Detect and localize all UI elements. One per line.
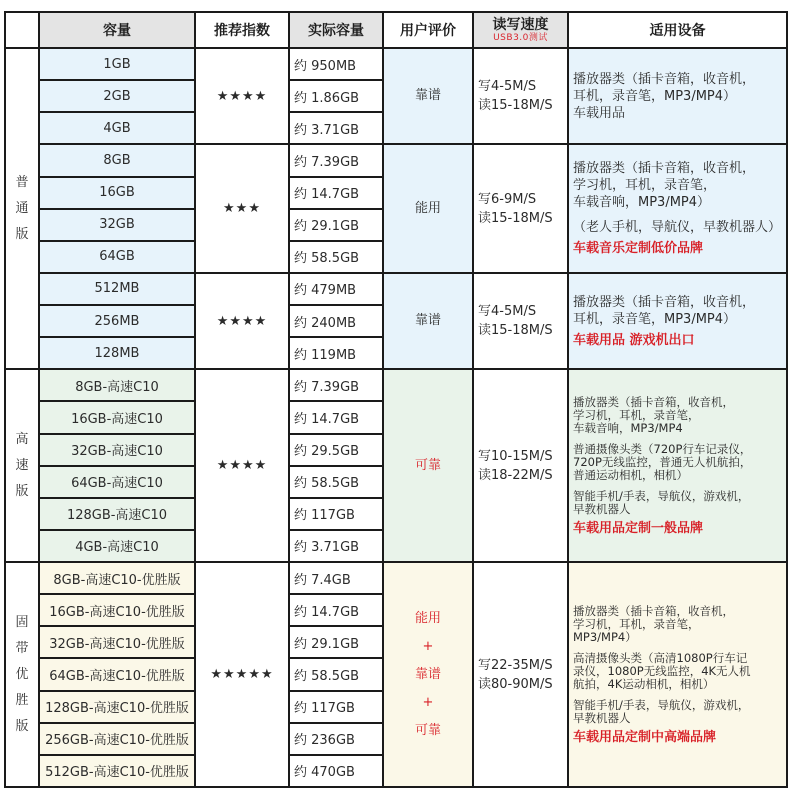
device-group — [573, 699, 782, 725]
user-review — [383, 369, 473, 562]
review-text: 能用 — [414, 200, 441, 216]
review-text: 可靠 — [414, 457, 441, 473]
speed-line: 写22-35M/S — [478, 657, 553, 673]
capacity-cell: 512MB — [39, 273, 195, 305]
capacity-cell: 16GB-高速C10-优胜版 — [39, 594, 195, 626]
speed-cell — [473, 48, 568, 144]
header-speed-label: 读写速度 — [492, 17, 549, 33]
speed-line: 写6-9M/S — [478, 191, 537, 207]
rating-stars: ★★★ — [195, 144, 289, 273]
header-corner — [5, 12, 39, 48]
device-extra-line: （老人手机，导航仪，早教机器人） — [573, 220, 782, 236]
user-review — [383, 144, 473, 273]
actual-capacity-cell: 约 1.86GB — [289, 80, 383, 112]
category-char: 版 — [15, 718, 29, 734]
device-line: 耳机，录音笔，MP3/MP4） — [573, 88, 737, 104]
devices-cell — [568, 48, 787, 144]
capacity-cell: 32GB-高速C10-优胜版 — [39, 626, 195, 658]
actual-capacity-cell: 约 7.39GB — [289, 144, 383, 176]
actual-capacity-cell: 约 29.1GB — [289, 209, 383, 241]
capacity-cell: 4GB-高速C10 — [39, 530, 195, 562]
category-char: 速 — [15, 457, 29, 473]
actual-capacity-cell: 约 236GB — [289, 723, 383, 755]
table-row — [5, 273, 787, 305]
actual-capacity-cell: 约 58.5GB — [289, 466, 383, 498]
device-group — [573, 490, 782, 516]
actual-capacity-cell: 约 117GB — [289, 498, 383, 530]
user-review — [383, 273, 473, 369]
brand-note: 车载用品定制一般品牌 — [573, 521, 704, 537]
capacity-cell: 256GB-高速C10-优胜版 — [39, 723, 195, 755]
category-char: 优 — [15, 666, 29, 682]
device-line: 智能手机/手表，导航仪，游戏机， — [573, 698, 750, 712]
category-char: 版 — [15, 226, 29, 242]
category-char: 通 — [15, 200, 29, 216]
header-row — [5, 12, 787, 48]
device-line: 录仪，1080P无线监控，4K无人机 — [573, 664, 751, 678]
speed-cell — [473, 144, 568, 273]
category-char: 高 — [15, 431, 29, 447]
device-line: 航拍，4K运动相机，相机） — [573, 677, 715, 691]
actual-capacity-cell: 约 14.7GB — [289, 401, 383, 433]
brand-note: 车载音乐定制低价品牌 — [573, 241, 704, 257]
capacity-cell: 128GB-高速C10 — [39, 498, 195, 530]
speed-line: 写4-5M/S — [478, 304, 537, 320]
actual-capacity-cell: 约 58.5GB — [289, 658, 383, 690]
capacity-cell: 16GB — [39, 177, 195, 209]
actual-capacity-cell: 约 117GB — [289, 691, 383, 723]
speed-line: 写4-5M/S — [478, 79, 537, 95]
capacity-cell: 32GB — [39, 209, 195, 241]
brand-note: 车载用品 游戏机出口 — [573, 332, 695, 348]
category-label — [5, 369, 39, 562]
speed-line: 读15-18M/S — [478, 98, 553, 114]
device-line: 播放器类（插卡音箱，收音机， — [573, 294, 756, 310]
devices-cell — [568, 369, 787, 562]
header-user-review: 用户评价 — [383, 12, 473, 48]
device-line: 普通摄像头类（720P行车记录仪， — [573, 442, 752, 457]
table-body — [5, 48, 787, 787]
category-char: 普 — [15, 174, 29, 190]
device-line: 耳机，录音笔，MP3/MP4） — [573, 311, 737, 327]
actual-capacity-cell: 约 7.39GB — [289, 369, 383, 401]
table-row — [5, 369, 787, 401]
brand-note: 车载用品定制中高端品牌 — [573, 730, 717, 745]
device-line: 早教机器人 — [573, 711, 631, 725]
review-text: 能用 — [414, 610, 441, 626]
actual-capacity-cell: 约 240MB — [289, 305, 383, 337]
user-review — [383, 48, 473, 144]
category-char: 带 — [15, 640, 29, 656]
device-line: 车载音响，MP3/MP4） — [573, 195, 711, 211]
review-text: + — [422, 638, 434, 654]
tf-card-comparison-table — [4, 11, 788, 788]
header-speed-note: USB3.0测试 — [493, 33, 548, 43]
review-text: + — [422, 694, 434, 710]
category-char: 胜 — [15, 692, 29, 708]
header-actual-capacity: 实际容量 — [289, 12, 383, 48]
actual-capacity-cell: 约 3.71GB — [289, 112, 383, 144]
table-row — [5, 48, 787, 80]
capacity-cell: 8GB-高速C10 — [39, 369, 195, 401]
actual-capacity-cell: 约 7.4GB — [289, 562, 383, 594]
actual-capacity-cell: 约 29.1GB — [289, 626, 383, 658]
device-group — [573, 652, 782, 691]
rating-stars: ★★★★ — [195, 48, 289, 144]
category-label — [5, 562, 39, 787]
actual-capacity-cell: 约 58.5GB — [289, 241, 383, 273]
capacity-cell: 64GB-高速C10 — [39, 466, 195, 498]
review-text: 靠谱 — [414, 666, 441, 682]
header-rating: 推荐指数 — [195, 12, 289, 48]
capacity-cell: 128GB-高速C10-优胜版 — [39, 691, 195, 723]
device-line: 学习机，耳机，录音笔， — [573, 178, 717, 194]
capacity-cell: 256MB — [39, 305, 195, 337]
header-devices: 适用设备 — [568, 12, 787, 48]
actual-capacity-cell: 约 29.5GB — [289, 434, 383, 466]
speed-line: 读80-90M/S — [478, 676, 553, 692]
rating-stars: ★★★★★ — [195, 562, 289, 787]
device-line: 车载用品 — [573, 105, 626, 121]
capacity-cell: 8GB — [39, 144, 195, 176]
capacity-cell: 64GB-高速C10-优胜版 — [39, 658, 195, 690]
category-char: 版 — [15, 483, 29, 499]
review-text: 靠谱 — [414, 313, 441, 329]
capacity-cell: 8GB-高速C10-优胜版 — [39, 562, 195, 594]
capacity-cell: 4GB — [39, 112, 195, 144]
review-text: 靠谱 — [414, 88, 441, 104]
device-line: 720P无线监控，普通无人机航拍， — [573, 455, 752, 470]
rating-stars: ★★★★ — [195, 369, 289, 562]
devices-cell — [568, 273, 787, 369]
capacity-cell: 16GB-高速C10 — [39, 401, 195, 433]
actual-capacity-cell: 约 119MB — [289, 337, 383, 369]
rating-stars: ★★★★ — [195, 273, 289, 369]
device-line: 普通运动相机，相机） — [573, 468, 688, 483]
header-capacity: 容量 — [39, 12, 195, 48]
spec-sheet — [4, 11, 786, 788]
device-line: 学习机，耳机，录音笔， — [573, 408, 700, 423]
user-review — [383, 562, 473, 787]
actual-capacity-cell: 约 470GB — [289, 755, 383, 787]
device-line: 车载音响，MP3/MP4 — [573, 421, 683, 436]
speed-cell — [473, 369, 568, 562]
devices-cell — [568, 562, 787, 787]
device-group — [573, 396, 782, 435]
capacity-cell: 512GB-高速C10-优胜版 — [39, 755, 195, 787]
header-speed — [473, 12, 568, 48]
speed-line: 读18-22M/S — [478, 467, 553, 483]
device-line: 播放器类（插卡音箱，收音机， — [573, 71, 756, 87]
category-char: 固 — [15, 614, 29, 630]
capacity-cell: 32GB-高速C10 — [39, 434, 195, 466]
actual-capacity-cell: 约 479MB — [289, 273, 383, 305]
device-group — [573, 443, 782, 482]
speed-cell — [473, 273, 568, 369]
device-line: 播放器类（插卡音箱，收音机， — [573, 395, 734, 410]
device-line: MP3/MP4） — [573, 630, 637, 644]
device-line: 早教机器人 — [573, 502, 631, 517]
actual-capacity-cell: 约 14.7GB — [289, 177, 383, 209]
device-line: 播放器类（插卡音箱，收音机， — [573, 604, 734, 618]
capacity-cell: 128MB — [39, 337, 195, 369]
actual-capacity-cell: 约 14.7GB — [289, 594, 383, 626]
capacity-cell: 64GB — [39, 241, 195, 273]
speed-line: 写10-15M/S — [478, 448, 553, 464]
device-line: 播放器类（插卡音箱，收音机， — [573, 161, 756, 177]
capacity-cell: 2GB — [39, 80, 195, 112]
speed-line: 读15-18M/S — [478, 210, 553, 226]
speed-cell — [473, 562, 568, 787]
device-line: 智能手机/手表，导航仪，游戏机， — [573, 489, 750, 504]
actual-capacity-cell: 约 3.71GB — [289, 530, 383, 562]
speed-line: 读15-18M/S — [478, 323, 553, 339]
actual-capacity-cell: 约 950MB — [289, 48, 383, 80]
category-label — [5, 48, 39, 369]
device-line: 学习机，耳机，录音笔， — [573, 617, 700, 631]
review-text: 可靠 — [414, 722, 441, 738]
table-row — [5, 144, 787, 176]
table-row — [5, 562, 787, 594]
capacity-cell: 1GB — [39, 48, 195, 80]
device-line: 高清摄像头类（高清1080P行车记 — [573, 651, 748, 665]
devices-cell — [568, 144, 787, 273]
device-group — [573, 605, 782, 644]
